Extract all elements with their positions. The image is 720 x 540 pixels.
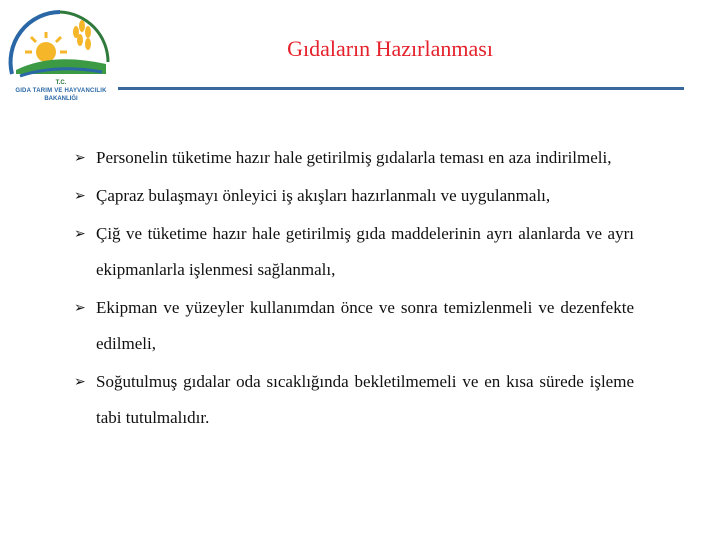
- list-item-text: Personelin tüketime hazır hale getirilmiş gıdalarla teması en aza indirilmeli,: [96, 148, 612, 167]
- ministry-logo: [2, 2, 118, 114]
- logo-emblem-icon: [2, 2, 118, 82]
- bullet-list: [74, 140, 634, 438]
- list-item: [74, 216, 634, 288]
- list-item: [74, 364, 634, 436]
- list-item-text: Çiğ ve tüketime hazır hale getirilmiş gıda maddelerinin ayrı alanlarda ve ayrı ekipmanlarla işlenmesi sağlanmalı,: [96, 224, 634, 279]
- logo-line-3: BAKANLIĞI: [44, 96, 78, 102]
- page-title: Gıdaların Hazırlanması: [287, 36, 493, 61]
- list-item-text: Ekipman ve yüzeyler kullanımdan önce ve sonra temizlenmeli ve dezenfekte edilmeli,: [96, 298, 634, 353]
- title-divider: [118, 87, 684, 90]
- logo-line-2: GIDA TARIM VE HAYVANCILIK: [15, 88, 107, 94]
- arrow-bullet-icon: ➢: [74, 374, 86, 390]
- arrow-bullet-icon: ➢: [74, 150, 86, 166]
- list-item: [74, 290, 634, 362]
- list-item-text: Soğutulmuş gıdalar oda sıcaklığında bekletilmemeli ve en kısa sürede işleme tabi tutulmalıdır.: [96, 372, 634, 427]
- list-item: [74, 140, 634, 176]
- list-item-text: Çapraz bulaşmayı önleyici iş akışları hazırlanmalı ve uygulanmalı,: [96, 186, 551, 205]
- arrow-bullet-icon: ➢: [74, 300, 86, 316]
- list-item: [74, 178, 634, 214]
- logo-line-1: T.C.: [55, 80, 67, 86]
- arrow-bullet-icon: ➢: [74, 188, 86, 204]
- arrow-bullet-icon: ➢: [74, 226, 86, 242]
